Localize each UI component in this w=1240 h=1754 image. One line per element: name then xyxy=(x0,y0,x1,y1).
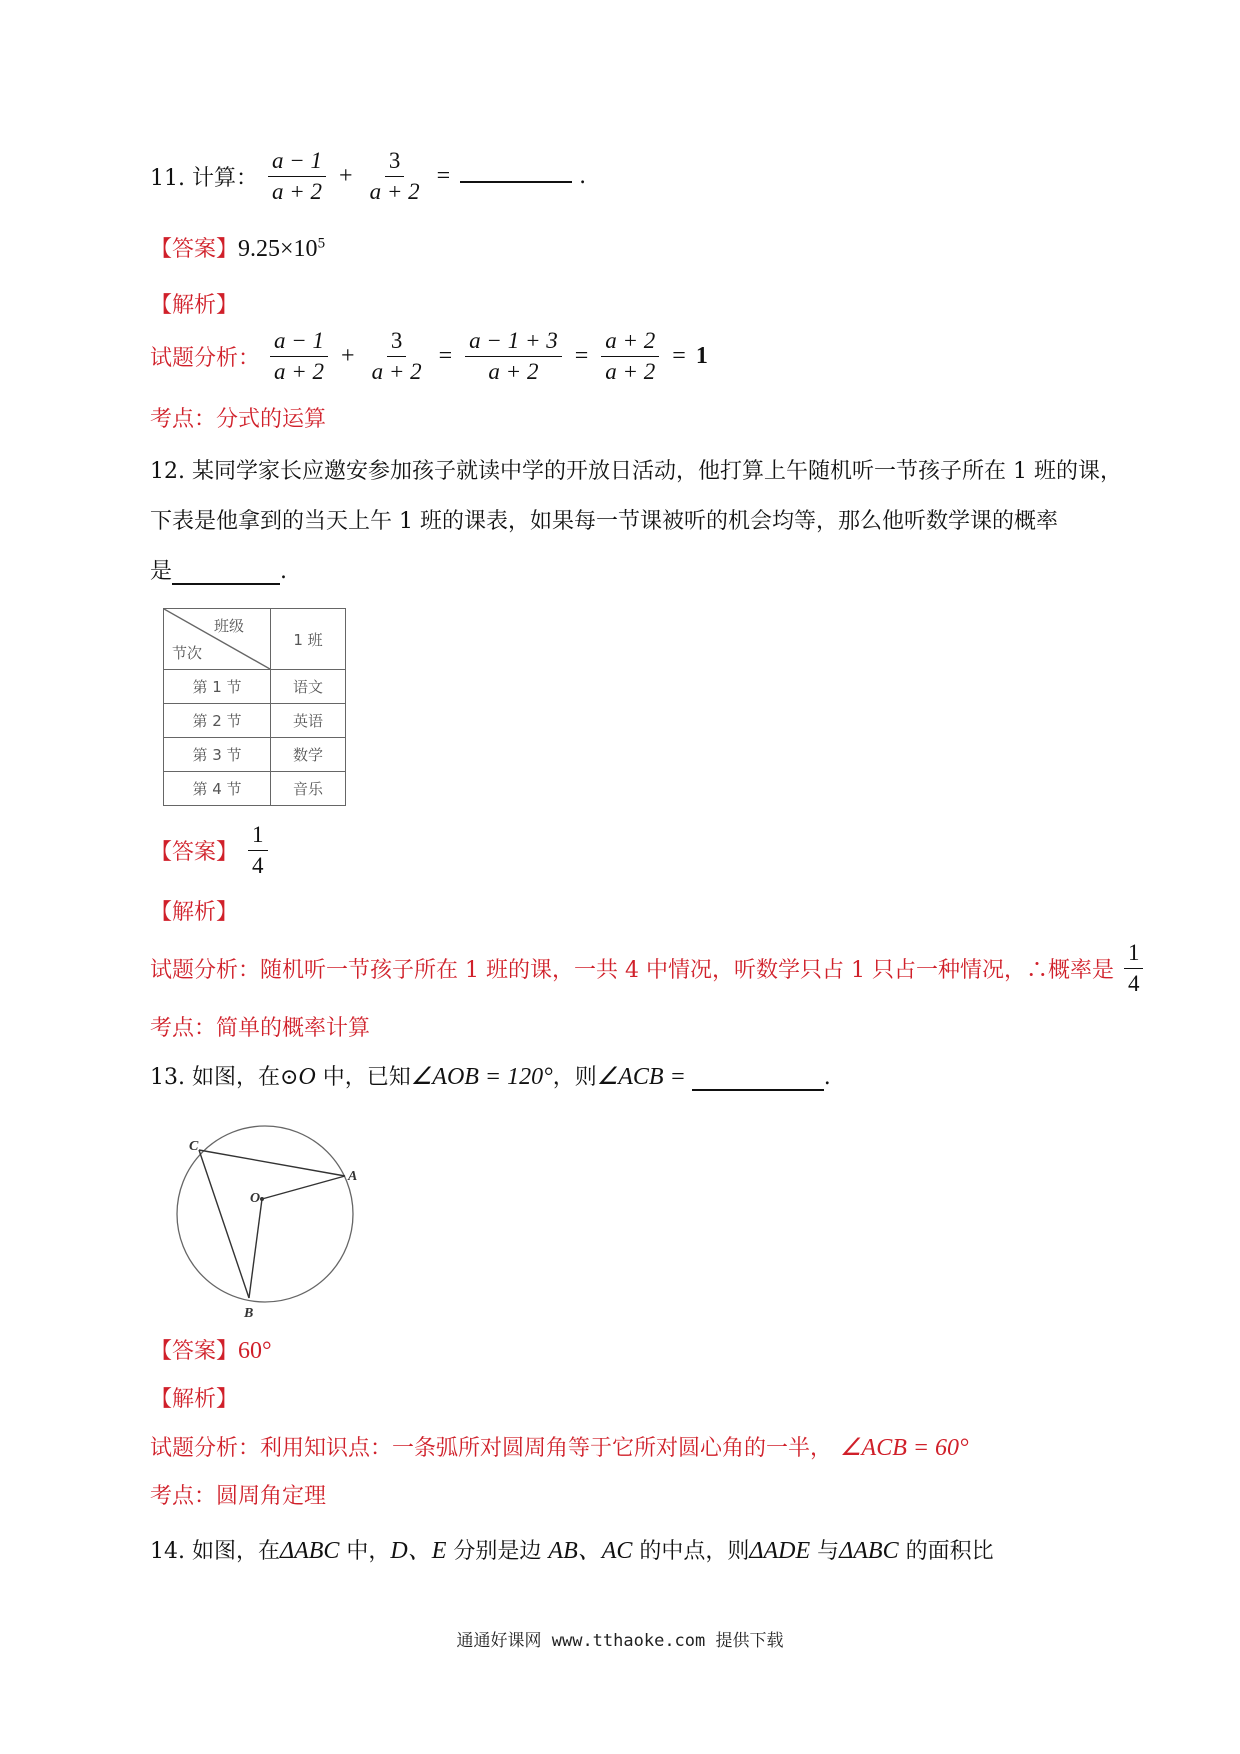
q12-analysis-label: 【解析】 xyxy=(150,900,239,925)
segment-ca xyxy=(199,1150,345,1176)
answer-blank xyxy=(460,179,572,183)
q11-step-fraction-3 xyxy=(465,328,562,385)
q11-step-fraction-4 xyxy=(601,328,659,385)
table-row xyxy=(164,704,346,738)
answer-label: 【答案】 xyxy=(150,840,239,865)
q12-analysis-fraction xyxy=(1124,940,1144,997)
q13-analysis xyxy=(150,1431,969,1462)
schedule-table xyxy=(163,608,346,806)
subject-cell: 数学 xyxy=(271,738,346,772)
answer-blank xyxy=(172,581,280,585)
subject-cell: 语文 xyxy=(271,670,346,704)
analysis-math: ∠ACB = 60° xyxy=(840,1435,969,1461)
subject-cell: 英语 xyxy=(271,704,346,738)
q11-prefix: 11. 计算： xyxy=(150,166,258,191)
sides-ab-ac: AB、AC xyxy=(548,1538,633,1564)
q11-analysis xyxy=(150,328,708,385)
period-cell: 第 1 节 xyxy=(164,670,271,704)
fraction-numerator: a − 1 xyxy=(268,148,326,177)
q13-question xyxy=(150,1060,831,1091)
fraction-numerator: 3 xyxy=(387,328,407,357)
q14-text-2: 中， xyxy=(339,1539,391,1564)
q12-line3-suffix: . xyxy=(280,559,288,584)
fraction-numerator: a − 1 + 3 xyxy=(465,328,562,357)
q12-line-1: 12. 某同学家长应邀安参加孩子就读中学的开放日活动，他打算上午随机听一节孩子所在 1 班的课， xyxy=(150,459,1122,484)
header-period-label: 节次 xyxy=(172,644,203,662)
page-footer: 通通好课网 www.tthaoke.com 提供下载 xyxy=(456,1631,784,1651)
header-class-label: 班级 xyxy=(213,617,244,635)
analysis-prefix: 试题分析： xyxy=(150,346,261,371)
fraction-numerator: 1 xyxy=(248,822,268,851)
q13-answer xyxy=(150,1334,272,1365)
points-de: D、E xyxy=(390,1538,447,1564)
fraction-denominator: a + 2 xyxy=(274,359,325,384)
header-class-1: 1 班 xyxy=(271,609,346,670)
fraction-denominator: 4 xyxy=(1127,971,1140,996)
q14-question xyxy=(150,1530,994,1565)
plus-sign: + xyxy=(339,163,353,189)
fraction-denominator: 4 xyxy=(252,853,264,878)
step-result: 1 xyxy=(695,343,708,369)
q13-then: ，则 xyxy=(552,1065,597,1090)
segment-oa xyxy=(262,1176,345,1199)
circle-outline xyxy=(177,1126,353,1302)
q11-analysis-label: 【解析】 xyxy=(150,293,239,318)
circle-figure xyxy=(166,1108,386,1328)
fraction-numerator: a − 1 xyxy=(270,328,328,357)
q11-step-fraction-1 xyxy=(270,328,328,385)
center-point xyxy=(260,1197,264,1201)
q12-analysis xyxy=(150,940,1146,997)
q13-analysis-label: 【解析】 xyxy=(150,1387,239,1412)
q12-line3-prefix: 是 xyxy=(150,559,173,584)
q12-kaodian: 考点：简单的概率计算 xyxy=(150,1016,371,1041)
diagonal-header-cell xyxy=(164,609,271,670)
triangle-ade: ΔADE xyxy=(749,1538,811,1564)
answer-value: 60° xyxy=(238,1338,272,1364)
circle-center-var: O xyxy=(298,1064,316,1090)
segment-ob xyxy=(249,1199,262,1298)
equals-sign: = xyxy=(574,343,589,369)
q13-mid: 中，已知 xyxy=(315,1065,411,1090)
plus-sign: + xyxy=(341,343,355,369)
table-row xyxy=(164,738,346,772)
q14-text-1: 14. 如图，在 xyxy=(150,1539,280,1564)
circle-symbol: ⊙ xyxy=(279,1065,299,1090)
q13-period: . xyxy=(823,1065,831,1090)
label-c: C xyxy=(189,1139,199,1154)
asked-angle: ∠ACB = xyxy=(596,1064,686,1090)
q14-text-6: 的面积比 xyxy=(898,1539,994,1564)
triangle-abc: ΔABC xyxy=(279,1538,340,1564)
analysis-text: 试题分析：利用知识点：一条弧所对圆周角等于它所对圆心角的一半， xyxy=(150,1436,833,1461)
period-cell: 第 3 节 xyxy=(164,738,271,772)
label-b: B xyxy=(244,1306,254,1321)
given-angle: ∠AOB = 120° xyxy=(410,1064,553,1090)
q13-kaodian: 考点：圆周角定理 xyxy=(150,1484,327,1509)
q11-period: . xyxy=(579,164,587,189)
q14-text-5: 与 xyxy=(810,1539,840,1564)
fraction-denominator: a + 2 xyxy=(605,359,656,384)
q11-step-fraction-2 xyxy=(368,328,426,385)
period-cell: 第 2 节 xyxy=(164,704,271,738)
q11-fraction-1 xyxy=(268,148,326,205)
fraction-numerator: 3 xyxy=(385,148,405,177)
answer-value: 9.25×10 xyxy=(238,236,318,262)
answer-label: 【答案】 xyxy=(150,1339,239,1364)
q12-answer-fraction xyxy=(248,822,268,879)
triangle-abc-2: ΔABC xyxy=(839,1538,899,1564)
equals-sign: = xyxy=(672,343,686,369)
table-row xyxy=(164,772,346,806)
fraction-numerator: a + 2 xyxy=(601,328,659,357)
table-row xyxy=(164,670,346,704)
q11-question xyxy=(150,148,586,205)
fraction-denominator: a + 2 xyxy=(371,359,422,384)
equals-sign: = xyxy=(436,163,451,189)
analysis-text: 试题分析：随机听一节孩子所在 1 班的课，一共 4 中情况，听数学只占 1 只占一种情况，∴概率是 xyxy=(150,958,1114,983)
q11-kaodian: 考点：分式的运算 xyxy=(150,407,327,432)
period-cell: 第 4 节 xyxy=(164,772,271,806)
q11-answer xyxy=(150,232,325,263)
q12-answer xyxy=(150,822,271,879)
fraction-denominator: a + 2 xyxy=(488,359,539,384)
answer-exponent: 5 xyxy=(317,235,326,252)
label-o: O xyxy=(250,1191,261,1206)
segment-cb xyxy=(199,1150,249,1298)
answer-blank xyxy=(692,1087,824,1091)
fraction-numerator: 1 xyxy=(1124,940,1144,969)
equals-sign: = xyxy=(438,343,453,369)
q14-text-3: 分别是边 xyxy=(446,1539,549,1564)
table-header-row xyxy=(164,609,346,670)
q11-fraction-2 xyxy=(366,148,424,205)
fraction-denominator: a + 2 xyxy=(369,179,420,204)
q12-line-3 xyxy=(150,554,287,585)
label-a: A xyxy=(348,1169,358,1184)
q12-line-2: 下表是他拿到的当天上午 1 班的课表，如果每一节课被听的机会均等，那么他听数学课的概率 xyxy=(150,509,1058,534)
subject-cell: 音乐 xyxy=(271,772,346,806)
q13-prefix: 13. 如图，在 xyxy=(150,1065,280,1090)
answer-label: 【答案】 xyxy=(150,237,239,262)
fraction-denominator: a + 2 xyxy=(271,179,323,204)
q14-text-4: 的中点，则 xyxy=(632,1539,750,1564)
